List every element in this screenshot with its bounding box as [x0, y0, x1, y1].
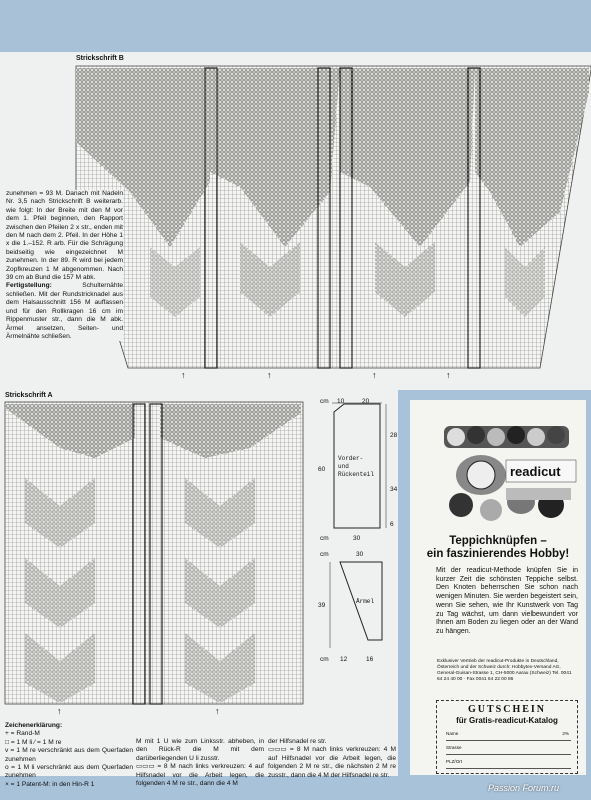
- chart-b-arrow-4: ↑: [446, 370, 451, 380]
- legend-line-1: + = Rand-M: [5, 730, 40, 738]
- legend-col3-1: der Hilfsnadel re str.: [268, 738, 327, 745]
- chart-b-title: Strickschrift B: [76, 55, 124, 62]
- legend-col-1: [5, 722, 133, 789]
- chart-b-arrow-1: ↑: [181, 370, 186, 380]
- front-label: [338, 455, 374, 479]
- coupon-title: GUTSCHEIN: [467, 704, 546, 715]
- chart-b-arrow-2: ↑: [267, 370, 272, 380]
- legend-col2-2: ▭▭▭ = 8 M nach links verkreuzen: 4 auf Hilfsnadel vor die Arbeit legen, die folgenden 4 M re str., dann die 4 M: [136, 763, 264, 788]
- sleeve-bottom-16: 16: [366, 656, 374, 663]
- sleeve-bottom-12: 12: [340, 656, 348, 663]
- coupon-subtitle: für Gratis-readicut-Katalog: [456, 716, 558, 725]
- chart-a-title: Strickschrift A: [5, 392, 53, 399]
- legend-line-4: o = 1 M li verschränkt aus dem Querfaden zunehmen: [5, 764, 133, 780]
- sleeve-top-cm: cm: [320, 551, 329, 558]
- ad-body: Mit der readicut-Methode knüpfen Sie in kurzer Zeit die schönsten Teppiche selbst. Den Knoten beherrschen Sie schon nach wenigen Minuten. Sie werden begeistert sein, wenn Sie sehen, wie Ihr Kunstwerk von Tag zu Tag wächst, um dann vielbewundert vor Ihnen am Boden zu liegen oder an der Wand zu hängen.: [436, 567, 578, 635]
- legend-col-3: [268, 738, 396, 780]
- legend-col2-1: M mit 1 U wie zum Linksstr. abheben, in den Rück-R die M mit dem darüberliegenden U li zusstr.: [136, 738, 264, 762]
- front-bottom-30: 30: [353, 535, 361, 542]
- legend-col3-2: ▭▭▭ = 8 M nach links verkreuzen: 4 M auf Hilfsnadel vor die Arbeit legen, die folgenden 2 M re str., die nächsten 2 M re zusstr., dann die 4 M der Hilfsnadel re str.: [268, 746, 396, 779]
- chart-a-arrow-1: ↑: [57, 706, 62, 716]
- legend-title: Zeichenerklärung:: [5, 722, 63, 729]
- ad-headline: [418, 535, 578, 561]
- front-label-line1: Vorder-: [338, 455, 364, 462]
- coupon-name-tag: 2%: [562, 731, 569, 736]
- front-side-6: 6: [390, 521, 394, 528]
- finishing-text: Schulternähte schließen. Mit der Rundstricknadel aus dem Halsausschnitt 156 M auffassen und für den Rollkragen 16 cm im Rippenmuster str., dann die M abk. Ärmel ansetzen, Seiten- und Ärmelnähte schließen.: [6, 282, 123, 340]
- coupon-plz-label: PLZ/Ort: [446, 759, 463, 764]
- top-edge: [0, 0, 591, 52]
- front-side-34: 34: [390, 486, 398, 493]
- instructions-text: [6, 190, 123, 341]
- front-top-cm: cm: [320, 398, 329, 405]
- coupon-street-field[interactable]: [446, 745, 571, 755]
- ad-headline-1: Teppichknüpfen –: [449, 535, 547, 547]
- front-top-10: 10: [337, 398, 345, 405]
- coupon-plz-field[interactable]: [446, 759, 571, 769]
- front-label-line2: und: [338, 463, 349, 470]
- front-top-20: 20: [362, 398, 370, 405]
- coupon-name-field[interactable]: [446, 731, 571, 741]
- legend-line-2: □ = 1 M li ⁄ = 1 M re: [5, 738, 62, 746]
- ad-headline-2: ein faszinierendes Hobby!: [426, 548, 570, 560]
- legend-col-2: [136, 738, 264, 788]
- ad-distributor: Exklusiver Vertrieb der readicut-Produkte in Deutschland, Österreich und der Schweiz durch: Hobbytex-Versand AG, General-Guisan-Strasse 1, CH-5000 Aarau (Schweiz) Tel. 0041 64 24 40 00 · Fax 0041 64 22 00 86: [437, 659, 572, 682]
- watermark: Passion Forum.ru: [488, 783, 560, 793]
- readicut-logo: readicut: [510, 464, 561, 479]
- front-label-line3: Rückenteil: [338, 471, 375, 478]
- sleeve-top-30: 30: [356, 551, 364, 558]
- chart-a: [0, 398, 310, 718]
- front-bottom-cm: cm: [320, 535, 329, 542]
- chart-b-arrow-3: ↑: [372, 370, 377, 380]
- coupon-street-label: Strasse: [446, 745, 462, 750]
- sleeve-bottom-cm: cm: [320, 656, 329, 663]
- sleeve-side-39: 39: [318, 602, 326, 609]
- legend-line-5: × = 1 Patent-M: in den Hin-R 1: [5, 780, 95, 788]
- sleeve-label: Ärmel: [356, 598, 375, 605]
- legend-line-3: v = 1 M re verschränkt aus dem Querfaden zunehmen: [5, 747, 133, 763]
- coupon-name-label: Name: [446, 731, 459, 736]
- front-side-28: 28: [390, 432, 398, 439]
- front-side-60: 60: [318, 466, 326, 473]
- finishing-label: Fertigstellung:: [6, 282, 52, 290]
- instructions-b: zunehmen = 93 M. Danach mit Nadeln Nr. 3,5 nach Strickschrift B weiterarb. wie folgt: In der Breite mit den M vor dem 1. Pfeil beginnen, den Rapport zwischen den Pfeilen 2 x str., enden mit den M nach dem 2. Pfeil. In der Höhe 1 x die 1.–152. R arb. Für die Schrägung beidseitig wie eingezeichnet M zunehmen. In der 89. R wird bei jedem Zopfkreuzen 1 M abgenommen. Nach 39 cm ab Bund die 157 M abk.: [6, 190, 123, 282]
- chart-a-arrow-2: ↑: [215, 706, 220, 716]
- yarn-balls-image: [436, 420, 581, 525]
